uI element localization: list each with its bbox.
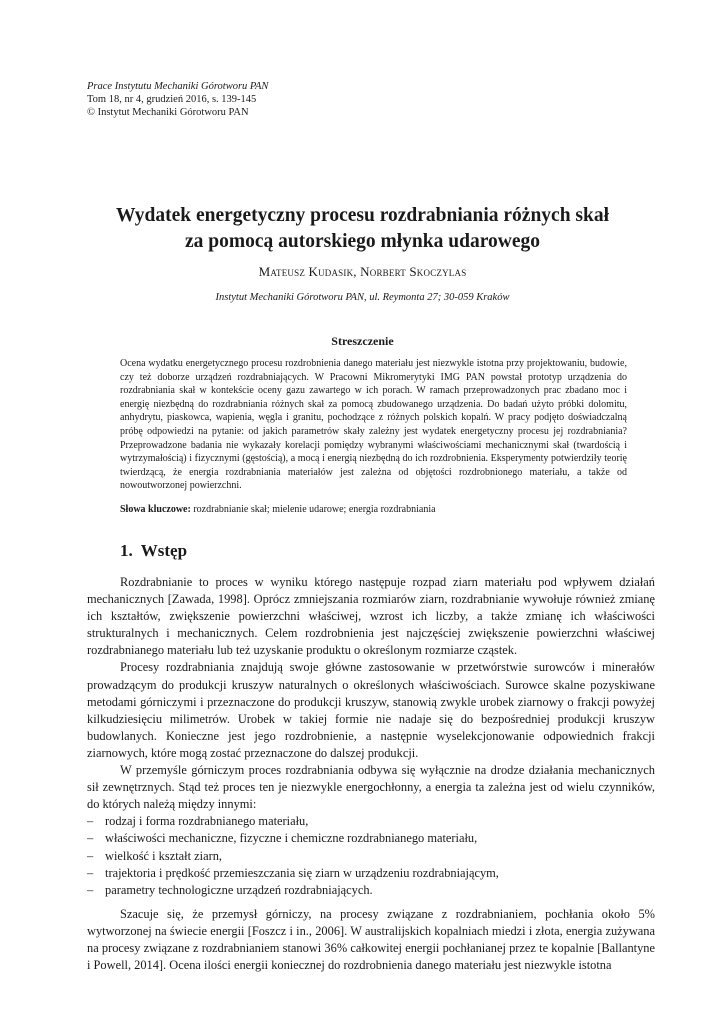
paragraph-3: W przemyśle górniczym proces rozdrabniania odbywa się wyłącznie na drodze działania mechanicznych sił zewnętrznych. Stąd też proces ten je niezwykle energochłonny, a energia ta zależna jest od wielu czynników, do których należą między innymi: xyxy=(87,763,655,812)
journal-name: Prace Instytutu Mechaniki Górotworu PAN xyxy=(87,81,269,92)
list-item-text: trajektoria i prędkość przemieszczania się ziarn w urządzeniu rozdrabniającym, xyxy=(105,865,499,880)
section-title: Wstęp xyxy=(140,541,188,560)
list-item-text: parametry technologiczne urządzeń rozdrabniających. xyxy=(105,882,373,897)
list-item xyxy=(87,813,655,830)
article-title xyxy=(60,203,665,255)
section-body xyxy=(87,574,655,974)
list-marker: – xyxy=(87,865,94,880)
paragraph-1: Rozdrabnianie to proces w wyniku którego następuje rozpad ziarn materiału pod wpływem działań mechanicznych [Zawada, 1998]. Oprócz zmniejszania rozmiarów ziarn, rozdrabnianie wywołuje również zmianę ich kształtów, zwiększenie powierzchni właściwej, wzrost ich liczby, a także zmianę ich właściwości strukturalnych i mechanicznych. Celem rozdrobnienia jest najczęściej zwiększenie powierzchni właściwej rozdrabnianego materiału lub też uzyskanie produktu o określonym rozmiarze cząstek. xyxy=(87,575,655,658)
list-marker: – xyxy=(87,882,94,897)
journal-issue: Tom 18, nr 4, grudzień 2016, s. 139-145 xyxy=(87,94,257,105)
abstract-text: Ocena wydatku energetycznego procesu rozdrobnienia danego materiału jest niezwykle istotna przy projektowaniu, budowie, czy też doborze urządzeń rozdrabniających. W Pracowni Mikromerytyki IMG PAN powstał prototyp urządzenia do rozdrabniania skał w kontekście oceny gazu zawartego w ich porach. W ramach przeprowadzonych prac zbadano moc i energię niezbędną do rozdrabniania różnych skał za pomocą zbudowanego urządzenia. Do badań użyto próbki dolomitu, anhydrytu, piaskowca, wapienia, węgla i granitu, pochodzące z różnych polskich kopalń. W pracy podjęto doświadczalną próbę odpowiedzi na pytanie: od jakich parametrów skały zależny jest wydatek energetyczny procesu jej rozdrabniania? Przeprowadzone badania nie wykazały korelacji pomiędzy wybranymi właściwościami mechanicznymi skał (twardością i wytrzymałością) i fizycznymi (gęstością), a mocą i energią niezbędną do ich rozdrobnienia. Eksperymenty potwierdziły teorię twierdzącą, że energia rozdrabniania materiałów jest zależna od objętości rozdrobnionego materiału, a także od nowoutworzonej powierzchni. xyxy=(120,358,627,492)
list-item-text: rodzaj i forma rozdrabnianego materiału, xyxy=(105,814,309,829)
article-affiliation: Instytut Mechaniki Górotworu PAN, ul. Reymonta 27; 30-059 Kraków xyxy=(215,292,510,303)
list-marker: – xyxy=(87,814,94,829)
list-item xyxy=(87,848,655,865)
keywords-label: Słowa kluczowe: xyxy=(120,504,191,515)
abstract-heading: Streszczenie xyxy=(331,334,394,348)
paragraph-4: Szacuje się, że przemysł górniczy, na procesy związane z rozdrabnianiem, pochłania około 5% wytworzonej na świecie energii [Foszcz i in., 2006]. W australijskich kopalniach miedzi i złota, energia zużywana na procesy związane z rozdrabnianiem stanowi 36% całkowitej energii pochłanianej przez te kopalnie [Ballantyne i Powell, 2014]. Ocena ilości energii koniecznej do rozdrobnienia danego materiału jest niezwykle istotna xyxy=(87,906,655,973)
keywords-list: rozdrabnianie skał; mielenie udarowe; energia rozdrabniania xyxy=(193,504,436,515)
article-title-line-1: Wydatek energetyczny procesu rozdrabniania różnych skał xyxy=(115,205,610,226)
article-authors: Mateusz Kudasik, Norbert Skoczylas xyxy=(258,264,467,279)
list-item xyxy=(87,865,655,882)
section-heading xyxy=(120,541,187,561)
list-item xyxy=(87,830,655,847)
list-item-text: wielkość i kształt ziarn, xyxy=(105,848,222,863)
list-marker: – xyxy=(87,848,94,863)
list-item xyxy=(87,882,655,899)
paragraph-2: Procesy rozdrabniania znajdują swoje główne zastosowanie w przetwórstwie surowców i minerałów prowadzącym do produkcji kruszyw naturalnych o określonych właściwościach. Surowce skalne pozyskiwane metodami górniczymi i przeznaczone do produkcji kruszyw, stanowią zwykle urobek ziarnowy o frakcji powyżej kilkudziesięciu milimetrów. Urobek w takiej formie nie nadaje się do bezpośredniej produkcji kruszyw budowlanych. Konieczne jest jego rozdrobnienie, a następnie wyselekcjonowanie odpowiednich frakcji ziarnowych, które mogą zostać przeznaczone do dalszej produkcji. xyxy=(87,660,655,760)
section-number: 1. xyxy=(120,541,133,560)
article-title-line-2: za pomocą autorskiego młynka udarowego xyxy=(185,231,540,252)
list-marker: – xyxy=(87,831,94,846)
journal-header xyxy=(87,80,487,119)
list-item-text: właściwości mechaniczne, fizyczne i chemiczne rozdrabnianego materiału, xyxy=(105,831,478,846)
journal-copyright: © Instytut Mechaniki Górotworu PAN xyxy=(87,107,249,118)
factor-list xyxy=(87,813,655,898)
keywords xyxy=(120,503,627,516)
